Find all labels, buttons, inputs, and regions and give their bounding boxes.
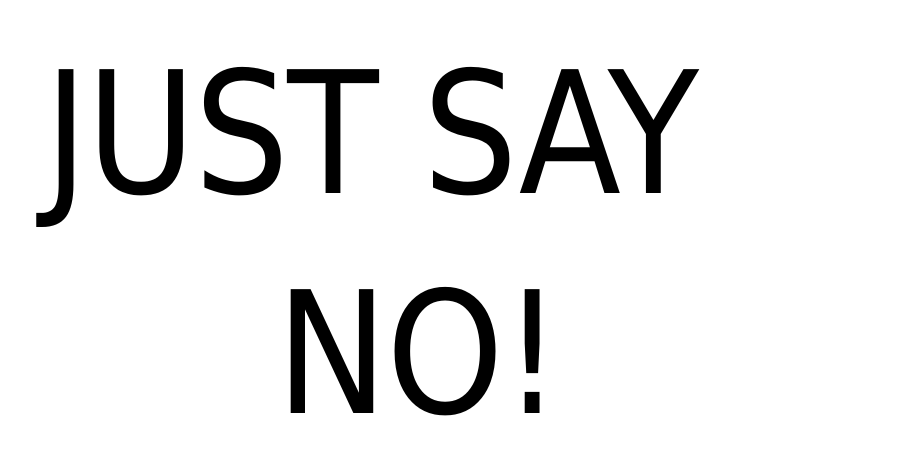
slogan-line-1: JUST SAY: [44, 36, 698, 234]
slogan-line-2: NO!: [276, 256, 561, 450]
